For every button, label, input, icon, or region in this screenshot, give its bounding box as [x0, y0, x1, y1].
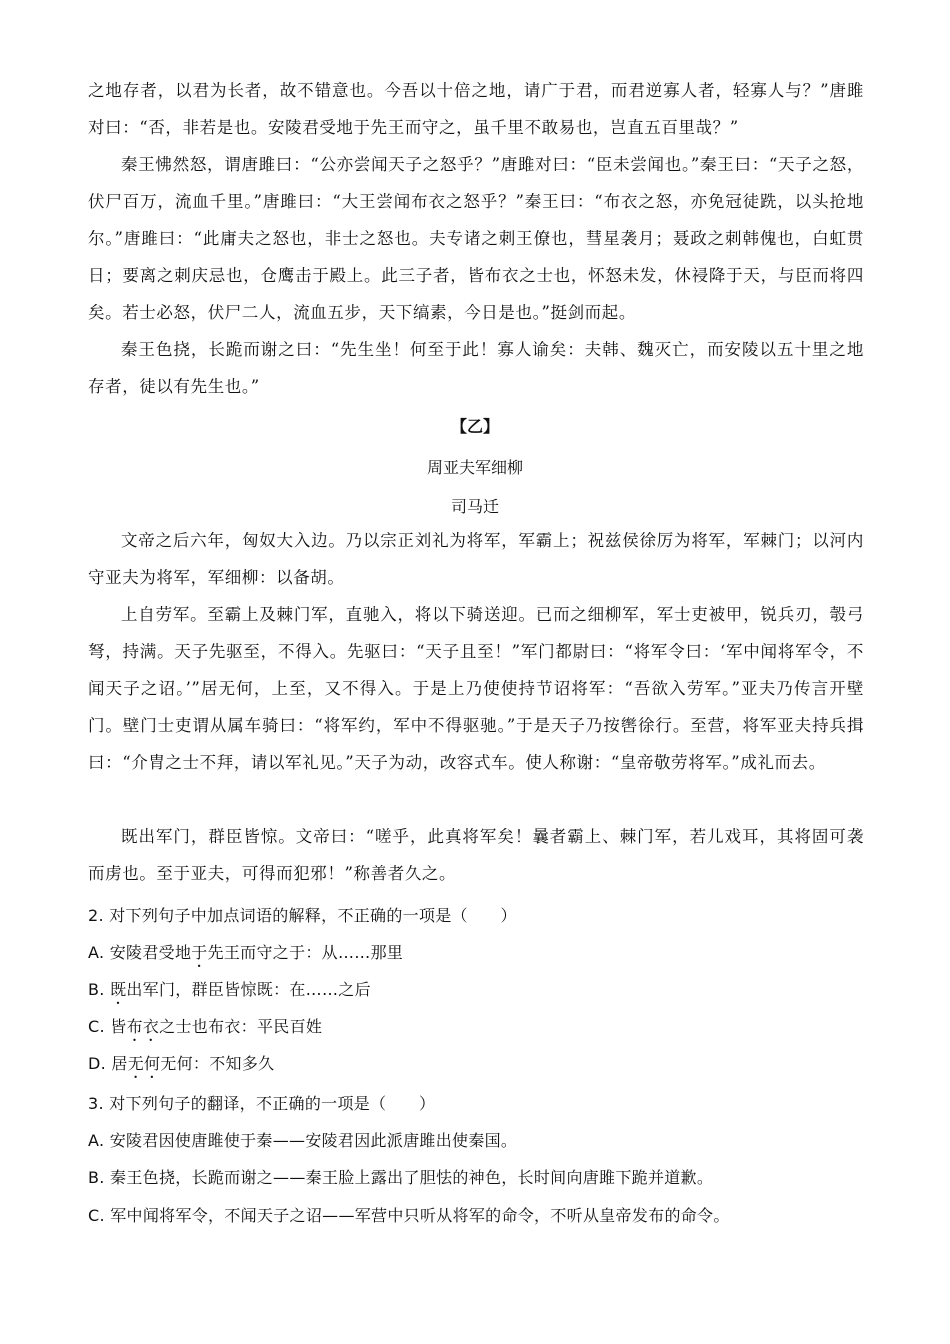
- option-label: B.: [88, 980, 105, 999]
- yi-paragraph-1: 文帝之后六年，匈奴大入边。乃以宗正刘礼为将军，军霸上；祝兹侯徐厉为将军，军棘门；以河内守亚夫为将军，军细柳：以备胡。: [88, 531, 864, 587]
- dotted-word: 于: [191, 943, 208, 962]
- option-label: C.: [88, 1017, 105, 1036]
- dotted-word: 既: [110, 980, 127, 999]
- question-2-option-a: [88, 940, 868, 971]
- question-2-option-b: [88, 977, 868, 1008]
- passage-title: 周亚夫军细柳: [426, 458, 523, 477]
- option-label: A.: [88, 943, 105, 962]
- option-text-post: 无何：不知多久: [160, 1054, 275, 1073]
- question-2-option-c: [88, 1014, 868, 1045]
- jia-paragraph-1: 之地存者，以君为长者，故不错意也。今吾以十倍之地，请广于君，而君逆寡人者，轻寡人与？”唐雎对曰：“否，非若是也。安陵君受地于先王而守之，虽千里不敢易也，岂直五百里哉？”: [88, 81, 864, 137]
- option-text-pre: 居: [111, 1054, 128, 1073]
- question-3-option-b: B. 秦王色挠，长跪而谢之——秦王脸上露出了胆怯的神色，长时间向唐雎下跪并道歉。: [88, 1168, 714, 1187]
- yi-paragraph-2: 上自劳军。至霸上及棘门军，直驰入，将以下骑送迎。已而之细柳军，军士吏被甲，锐兵刃，彀弓弩，持满。天子先驱至，不得入。先驱曰：“天子且至！”军门都尉曰：“将军令曰：‘军中闻将军令，不闻天子之诏。’”居无何，上至，又不得入。于是上乃使使持节诏将军：“吾欲入劳军。”亚夫乃传言开壁门。壁门士吏谓从属车骑曰：“将军约，军中不得驱驰。”于是天子乃按辔徐行。至营，将军亚夫持兵揖曰：“介胄之士不拜，请以军礼见。”天子为动，改容式车。使人称谢：“皇帝敬劳将军。”成礼而去。: [88, 605, 864, 772]
- option-text-post: 先王而守之于：从……那里: [207, 943, 404, 962]
- question-2-option-d: [88, 1051, 868, 1082]
- dotted-word: 无何: [127, 1054, 161, 1073]
- section-label-yi: 【乙】: [450, 417, 499, 436]
- question-3-stem: 3. 对下列句子的翻译，不正确的一项是（ ）: [88, 1094, 436, 1113]
- question-3-option-c: C. 军中闻将军令，不闻天子之诏——军营中只听从将军的命令，不听从皇帝发布的命令。: [88, 1206, 730, 1225]
- option-text-post: 出军门，群臣皆惊既：在……之后: [126, 980, 371, 999]
- jia-paragraph-2: 秦王怫然怒，谓唐雎曰：“公亦尝闻天子之怒乎？”唐雎对曰：“臣未尝闻也。”秦王曰：“天子之怒，伏尸百万，流血千里。”唐雎曰：“大王尝闻布衣之怒乎？”秦王曰：“布衣之怒，亦免冠徒跣，以头抢地尔。”唐雎曰：“此庸夫之怒也，非士之怒也。夫专诸之刺王僚也，彗星袭月；聂政之刺韩傀也，白虹贯日；要离之刺庆忌也，仓鹰击于殿上。此三子者，皆布衣之士也，怀怒未发，休祲降于天，与臣而将四矣。若士必怒，伏尸二人，流血五步，天下缟素，今日是也。”挺剑而起。: [88, 155, 864, 322]
- question-2-stem: 2. 对下列句子中加点词语的解释，不正确的一项是（ ）: [88, 906, 517, 925]
- option-label: D.: [88, 1054, 107, 1073]
- option-text-pre: 安陵君受地: [109, 943, 192, 962]
- dotted-word: 布衣: [126, 1017, 160, 1036]
- question-3-option-a: A. 安陵君因使唐雎使于秦——安陵君因此派唐雎出使秦国。: [88, 1131, 518, 1150]
- option-text-pre: 皆: [110, 1017, 127, 1036]
- option-text-post: 之士也布衣：平民百姓: [159, 1017, 323, 1036]
- jia-paragraph-3: 秦王色挠，长跪而谢之曰：“先生坐！何至于此！寡人谕矣：夫韩、魏灭亡，而安陵以五十里之地存者，徒以有先生也。”: [88, 340, 864, 396]
- passage-author: 司马迁: [450, 497, 499, 516]
- yi-paragraph-3: 既出军门，群臣皆惊。文帝曰：“嗟乎，此真将军矣！曩者霸上、棘门军，若儿戏耳，其将固可袭而虏也。至于亚夫，可得而犯邪！”称善者久之。: [88, 827, 864, 883]
